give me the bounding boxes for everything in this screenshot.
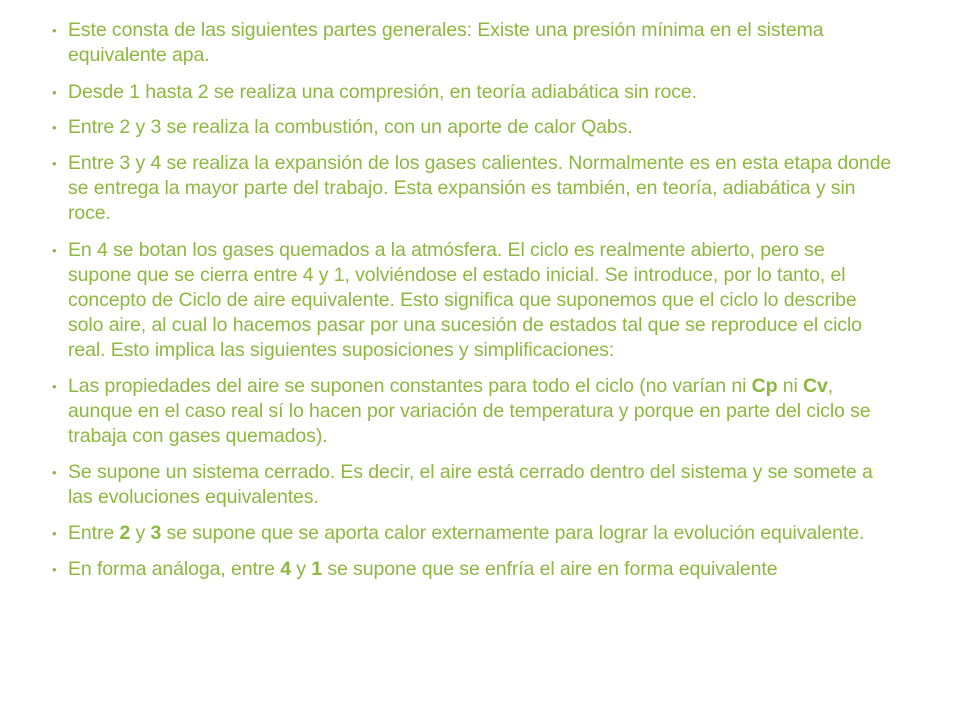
bullet-item: [52, 238, 892, 363]
bold-state-number: 1: [311, 558, 323, 580]
bullet-text: En 4 se botan los gases quemados a la atmósfera. El ciclo es realmente abierto, pero se supone que se cierra entre 4 y 1, volviéndose el estado inicial. Se introduce, por lo tanto, el concepto de Ciclo de aire equivalente. Esto significa que suponemos que el ciclo lo describe solo aire, al cual lo hacemos pasar por una sucesión de estados tal que se reproduce el ciclo real. Esto implica las siguientes suposiciones y simplificaciones:: [68, 239, 862, 361]
bullet-text: Entre 3 y 4 se realiza la expansión de los gases calientes. Normalmente es en esta etapa donde se entrega la mayor parte del trabajo. Esta expansión es también, en teoría, adiabática y sin roce.: [68, 152, 892, 224]
bullet-text: [68, 522, 864, 544]
bullet-dot-icon: •: [52, 379, 57, 394]
bullet-dot-icon: •: [52, 120, 57, 135]
bullet-text: [68, 558, 777, 580]
bullet-dot-icon: •: [52, 85, 57, 100]
bold-state-number: 3: [150, 522, 162, 544]
bullet-text-segment: Entre: [68, 522, 120, 544]
bold-state-number: 2: [119, 522, 131, 544]
bullet-item: [52, 151, 892, 226]
bullet-dot-icon: •: [52, 243, 57, 258]
bullet-dot-icon: •: [52, 465, 57, 480]
bullet-text-segment: y: [130, 522, 151, 544]
bullet-text: Entre 2 y 3 se realiza la combustión, con un aporte de calor Qabs.: [68, 116, 633, 138]
bullet-dot-icon: •: [52, 23, 57, 38]
bullet-item: [52, 80, 892, 105]
bullet-text-segment: se supone que se enfría el aire en forma equivalente: [322, 558, 778, 580]
bullet-dot-icon: •: [52, 526, 57, 541]
bullet-text-segment: , aunque en el caso real sí lo hacen por variación de temperatura y porque en parte del ciclo se trabaja con gases quemados).: [68, 375, 871, 447]
bullet-dot-icon: •: [52, 156, 57, 171]
bold-term-cp: Cp: [751, 375, 778, 397]
bullet-text-segment: ni: [777, 375, 804, 397]
bullet-text-segment: Las propiedades del aire se suponen constantes para todo el ciclo (no varían ni: [68, 375, 752, 397]
bullet-item: [52, 521, 892, 546]
bullet-text-segment: y: [290, 558, 312, 580]
bullet-item: [52, 460, 892, 510]
bullet-item: [52, 115, 892, 140]
bullet-item: [52, 557, 892, 582]
bold-state-number: 4: [280, 558, 291, 580]
bullet-text-segment: se supone que se aporta calor externamente para lograr la evolución equivalente.: [161, 522, 865, 544]
bullet-item: [52, 18, 892, 68]
bullet-list: [52, 18, 892, 592]
bullet-item: [52, 374, 892, 449]
bullet-text-segment: En forma análoga, entre: [68, 558, 281, 580]
bullet-text: Se supone un sistema cerrado. Es decir, el aire está cerrado dentro del sistema y se somete a las evoluciones equivalentes.: [68, 461, 873, 508]
bullet-text: Este consta de las siguientes partes generales: Existe una presión mínima en el sistema equivalente apa.: [68, 19, 824, 66]
bullet-text: Desde 1 hasta 2 se realiza una compresión, en teoría adiabática sin roce.: [68, 81, 697, 103]
bullet-dot-icon: •: [52, 562, 57, 577]
bold-term-cv: Cv: [803, 375, 828, 397]
bullet-text: [68, 375, 871, 447]
